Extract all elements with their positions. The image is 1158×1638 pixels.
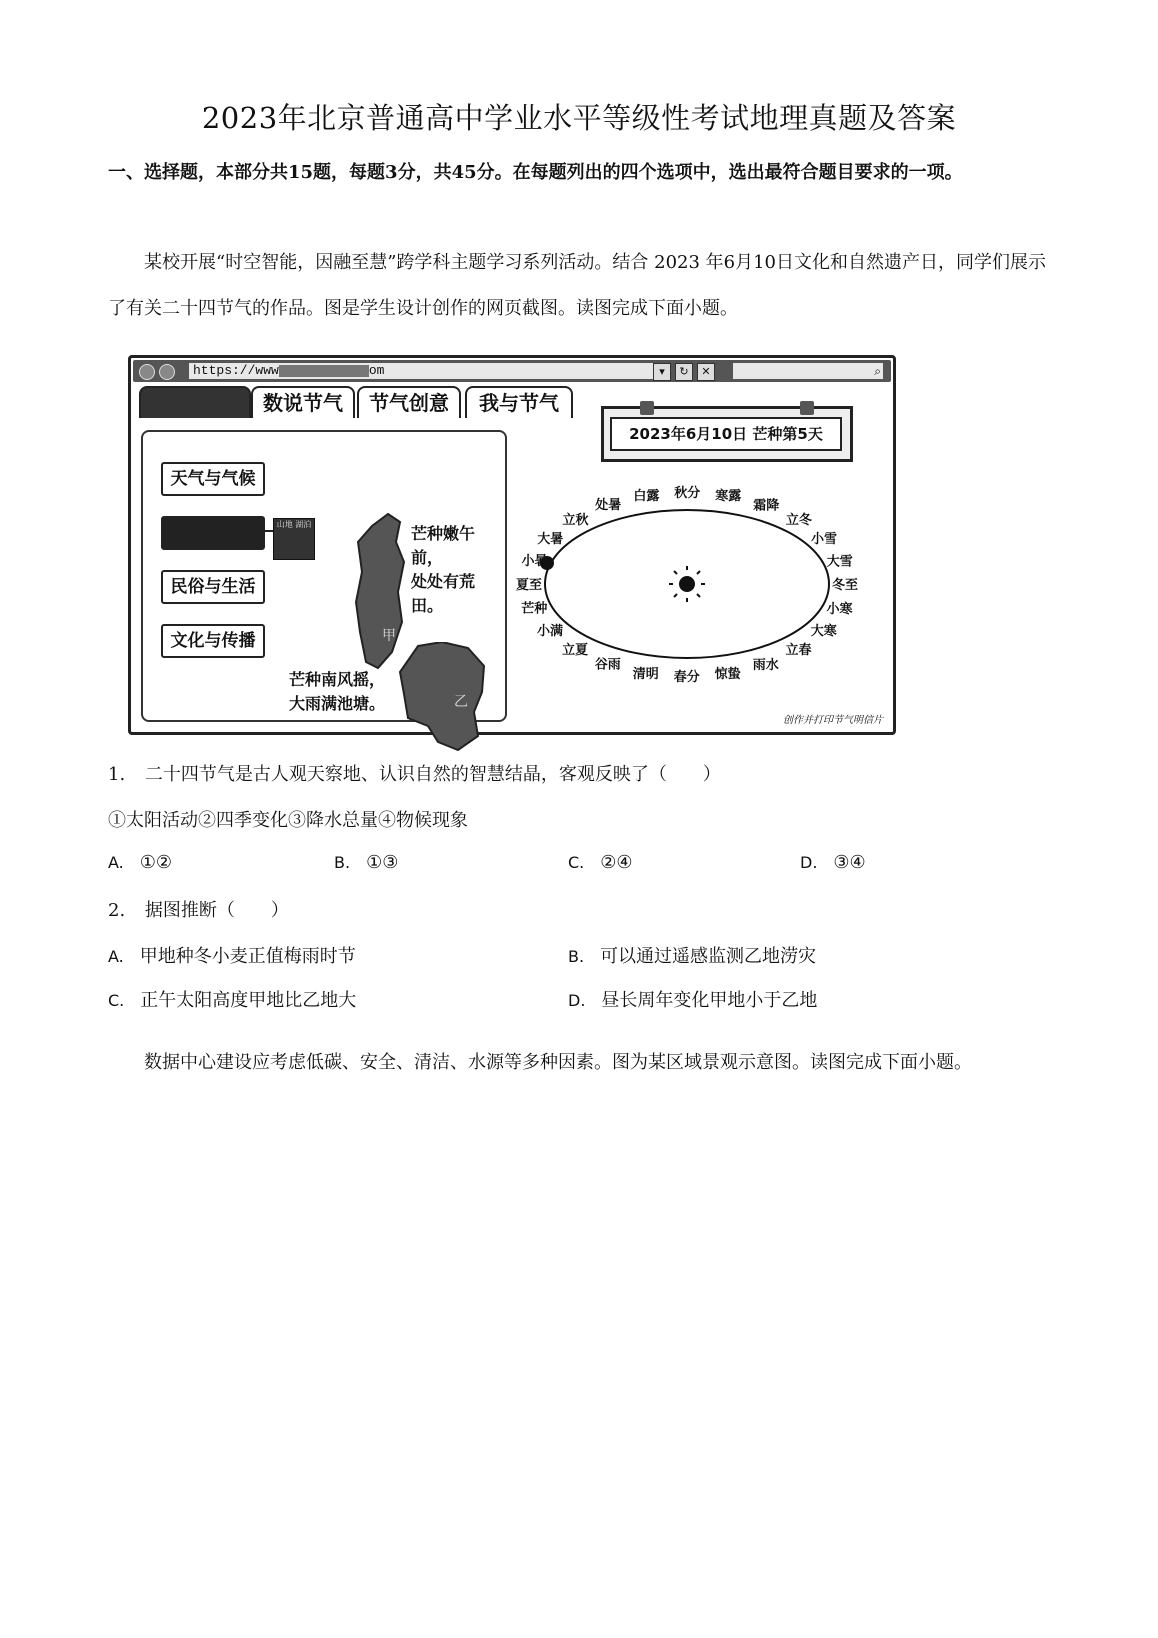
solar-term-label: 寒露: [715, 489, 742, 505]
q2-option-a[interactable]: [108, 942, 356, 968]
solar-term-label: 雨水: [752, 657, 779, 673]
solar-term-label: 芒种: [521, 601, 548, 617]
q2-number: 2.: [108, 900, 126, 921]
option-text: 正午太阳高度甲地比乙地大: [140, 990, 357, 1011]
solar-term-label: 立夏: [562, 642, 589, 658]
solar-term-label: 小雪: [810, 532, 838, 548]
search-box: [733, 363, 883, 379]
option-letter: A.: [108, 853, 124, 872]
solar-term-label: 立冬: [785, 513, 812, 529]
q2-option-d[interactable]: [568, 986, 817, 1012]
q1-number: 1.: [108, 764, 126, 785]
solar-term-label: 谷雨: [594, 657, 621, 673]
solar-term-label: 大寒: [810, 624, 837, 640]
menu-highlighted: [161, 516, 265, 550]
menu-culture: 文化与传播: [161, 624, 265, 658]
q2-option-b[interactable]: [568, 942, 816, 968]
content-panel: [141, 430, 507, 722]
next-paragraph: 数据中心建设应考虑低碳、安全、清洁、水源等多种因素。图为某区域景观示意图。读图完成下面小题。: [144, 1052, 972, 1073]
url-redacted: [279, 365, 369, 377]
poem-b-line2: 大雨满池塘。: [289, 694, 386, 713]
q2-option-c[interactable]: [108, 986, 356, 1012]
browser-toolbar: [133, 360, 891, 382]
q2-stem: [108, 896, 289, 922]
section-heading: 一、选择题，本部分共15题，每题3分，共45分。在每题列出的四个选项中，选出最符合题目要求的一项。: [108, 162, 963, 183]
option-letter: D.: [568, 991, 586, 1010]
q1-option-c[interactable]: [568, 852, 633, 873]
menu-weather: 天气与气候: [161, 462, 265, 496]
option-letter: B.: [568, 947, 585, 966]
solar-term-label: 立秋: [562, 512, 589, 528]
page-title: 2023年北京普通高中学业水平等级性考试地理真题及答案: [201, 101, 957, 135]
option-letter: C.: [108, 991, 125, 1010]
tab-woyu: 我与节气: [465, 386, 573, 418]
tab-active: [139, 386, 251, 418]
intro-paragraph: 某校开展“时空智能，因融至慧”跨学科主题学习系列活动。结合 2023 年6月10日文化和自然遗产日，同学们展示了有关二十四节气的作品。图是学生设计创作的网页截图。读图完成下面小题。: [108, 252, 1047, 319]
menu-folk: 民俗与生活: [161, 570, 265, 604]
dropdown-icon: ▾: [653, 363, 671, 381]
solar-term-label: 大雪: [826, 554, 853, 570]
poem-b-line1: 芒种南风摇，: [289, 670, 386, 689]
map-label-yi: 乙: [454, 694, 468, 710]
option-letter: D.: [800, 853, 818, 872]
figure-credit: 创作并打印节气明信片: [783, 715, 883, 726]
window-button-icon: [139, 364, 155, 380]
poem-a-line2: 处处有荒田。: [411, 572, 476, 615]
solar-term-label: 秋分: [674, 486, 701, 501]
url-suffix: om: [368, 363, 385, 378]
solar-term-orbit-diagram: [507, 466, 887, 704]
q1-stem: [108, 760, 721, 786]
option-text: ②④: [600, 852, 633, 873]
solar-term-label: 大暑: [537, 531, 564, 547]
pin-icon: [800, 401, 814, 415]
option-letter: A.: [108, 947, 124, 966]
callout-box: 山地 湖泊: [273, 518, 315, 560]
search-icon: ⌕: [874, 364, 881, 378]
window-button-icon: [159, 364, 175, 380]
solar-term-label: 小暑: [521, 554, 548, 569]
browser-window: [128, 355, 896, 735]
solar-term-label: 霜降: [753, 498, 780, 514]
q1-stem-text: 二十四节气是古人观天察地、认识自然的智慧结晶，客观反映了（ ）: [144, 764, 721, 785]
address-bar: [189, 363, 653, 379]
solar-term-label: 清明: [632, 666, 659, 682]
solar-term-label: 小满: [536, 623, 564, 639]
pin-icon: [640, 401, 654, 415]
refresh-icon: ↻: [675, 363, 693, 381]
solar-term-label: 处暑: [595, 498, 622, 514]
option-text: 可以通过遥感监测乙地涝灾: [600, 946, 817, 967]
webpage-screenshot-figure: [128, 355, 900, 740]
poem-a: [411, 522, 505, 618]
solar-term-label: 惊蛰: [714, 666, 741, 682]
q2-stem-text: 据图推断（ ）: [144, 900, 289, 921]
url-prefix: https://www: [193, 363, 279, 378]
solar-term-label: 白露: [633, 489, 660, 505]
q1-items: ①太阳活动②四季变化③降水总量④物候现象: [108, 810, 468, 831]
close-icon: ✕: [697, 363, 715, 381]
poem-b: [289, 668, 385, 716]
tab-shuo: 数说节气: [251, 386, 355, 418]
date-banner-text: 2023年6月10日 芒种第5天: [610, 417, 842, 451]
map-region-yi: [398, 642, 488, 752]
solar-term-label: 小寒: [826, 602, 853, 617]
tab-chuangyi: 节气创意: [357, 386, 461, 418]
option-text: ①③: [366, 852, 399, 873]
option-text: 甲地种冬小麦正值梅雨时节: [139, 946, 356, 967]
option-text: 昼长周年变化甲地小于乙地: [601, 990, 818, 1011]
poem-a-line1: 芒种嫩午前，: [411, 524, 476, 567]
option-letter: C.: [568, 853, 585, 872]
option-letter: B.: [334, 853, 351, 872]
option-text: ①②: [139, 852, 173, 873]
date-banner: [601, 406, 853, 462]
q1-option-d[interactable]: [800, 852, 866, 873]
solar-term-label: 春分: [673, 670, 700, 685]
q1-option-a[interactable]: [108, 852, 172, 873]
solar-term-label: 立春: [785, 643, 812, 659]
solar-term-label: 夏至: [515, 577, 543, 593]
q1-option-b[interactable]: [334, 852, 398, 873]
map-label-jia: 甲: [382, 628, 396, 644]
option-text: ③④: [833, 852, 866, 873]
solar-term-label: 冬至: [831, 578, 859, 594]
sun-icon: [669, 566, 705, 602]
